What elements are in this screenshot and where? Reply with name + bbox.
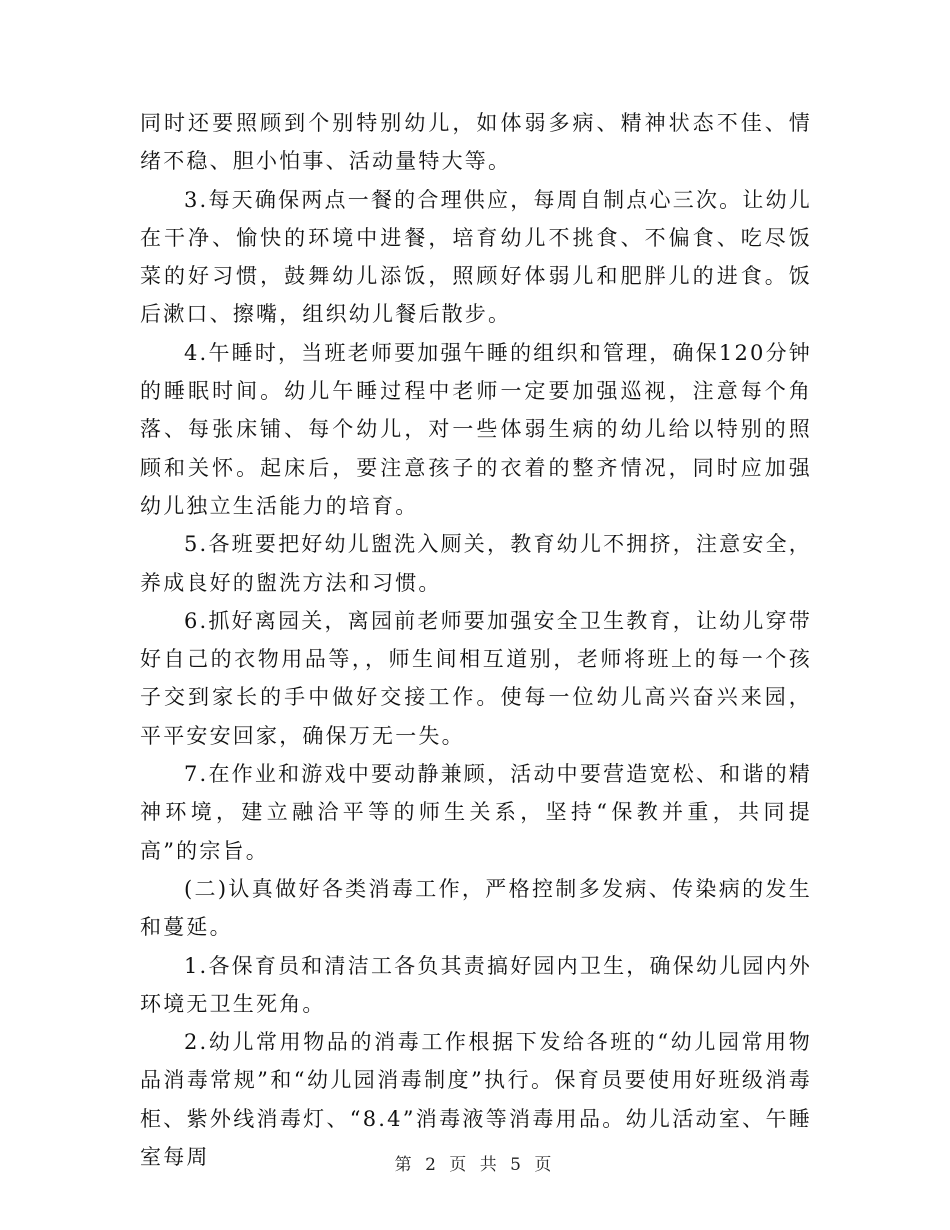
page-number-footer: 第 2 页 共 5 页 [394, 1155, 556, 1175]
paragraph-item-5: 5.各班要把好幼儿盥洗入厕关，教育幼儿不拥挤，注意安全，养成良好的盥洗方法和习惯。 [140, 532, 812, 595]
body-text [140, 104, 812, 1176]
section-heading-2: (二)认真做好各类消毒工作，严格控制多发病、传染病的发生和蔓延。 [140, 876, 812, 940]
paragraph-subitem-1: 1.各保育员和清洁工各负其责搞好园内卫生，确保幼儿园内外环境无卫生死角。 [140, 953, 812, 1016]
paragraph-subitem-2: 2.幼儿常用物品的消毒工作根据下发给各班的“幼儿园常用物品消毒常规”和“幼儿园消毒制度”执行。保育员要使用好班级消毒柜、紫外线消毒灯、“8.4”消毒液等消毒用品。幼儿活动室、午睡室每周 [140, 1030, 812, 1170]
paragraph-item-6: 6.抓好离园关，离园前老师要加强安全卫生教育，让幼儿穿带好自己的衣物用品等，，师生间相互道别，老师将班上的每一个孩子交到家长的手中做好交接工作。使每一位幼儿高兴奋兴来园，平平安安回家，确保万无一失。 [140, 608, 812, 748]
paragraph-item-4: 4.午睡时，当班老师要加强午睡的组织和管理，确保120分钟的睡眠时间。幼儿午睡过程中老师一定要加强巡视，注意每个角落、每张床铺、每个幼儿，对一些体弱生病的幼儿给以特别的照顾和关怀。起床后，要注意孩子的衣着的整齐情况，同时应加强幼儿独立生活能力的培育。 [140, 340, 812, 518]
paragraph-continuation: 同时还要照顾到个别特别幼儿，如体弱多病、精神状态不佳、情绪不稳、胆小怕事、活动量特大等。 [140, 111, 812, 174]
paragraph-item-3: 3.每天确保两点一餐的合理供应，每周自制点心三次。让幼儿在干净、愉快的环境中进餐，培育幼儿不挑食、不偏食、吃尽饭菜的好习惯，鼓舞幼儿添饭，照顾好体弱儿和肥胖儿的进食。饭后漱口、擦嘴，组织幼儿餐后散步。 [140, 187, 812, 327]
paragraph-item-7: 7.在作业和游戏中要动静兼顾，活动中要营造宽松、和谐的精神环境，建立融洽平等的师生关系，坚持“保教并重，共同提高”的宗旨。 [140, 762, 812, 863]
